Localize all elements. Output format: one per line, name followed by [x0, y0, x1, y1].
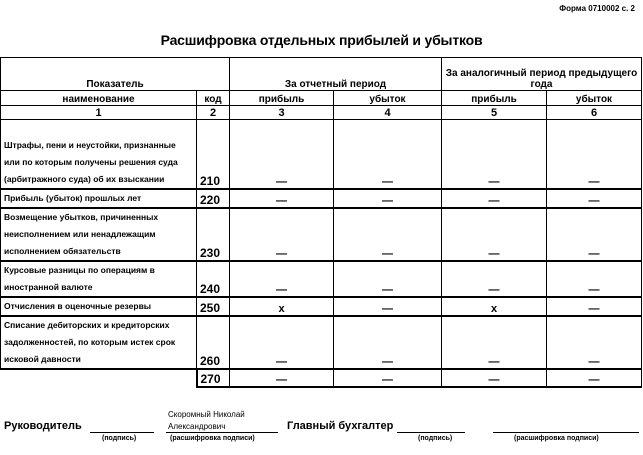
row-code: 220: [197, 189, 230, 208]
table-row: [1, 208, 642, 261]
row-value: —: [230, 208, 334, 261]
prior-period-header: За аналогичный период предыдущего года: [442, 58, 642, 91]
name-header: наименование: [1, 91, 197, 106]
head-decode-caption: (расшифровка подписи): [170, 435, 255, 442]
row-value: —: [547, 120, 642, 189]
row-value: —: [334, 261, 442, 297]
table-row: [1, 297, 642, 316]
row-value: —: [442, 261, 547, 297]
col-number: 2: [197, 106, 230, 120]
row-name: Штрафы, пени и неустойки, признанные или по которым получены решения суда (арбитражного суда) об их взыскании: [1, 120, 197, 189]
row-code: 260: [197, 316, 230, 369]
col-number: 5: [442, 106, 547, 120]
col-number: 3: [230, 106, 334, 120]
row-value: —: [334, 316, 442, 369]
current-period-header: За отчетный период: [230, 58, 442, 91]
row-name: Отчисления в оценочные резервы: [1, 297, 197, 316]
row-value: —: [547, 189, 642, 208]
report-table: [0, 57, 642, 388]
row-value: —: [547, 297, 642, 316]
row-value: —: [442, 189, 547, 208]
row-value: —: [442, 120, 547, 189]
row-value: —: [547, 208, 642, 261]
code-header: код: [197, 91, 230, 106]
table-row: [1, 316, 642, 369]
head-sign-caption: (подпись): [102, 435, 137, 442]
table-row: [1, 261, 642, 297]
row-code: 230: [197, 208, 230, 261]
row-value: х: [230, 297, 334, 316]
accountant-label: Главный бухгалтер: [287, 420, 394, 432]
row-value: х: [442, 297, 547, 316]
row-code: 240: [197, 261, 230, 297]
table-row: [1, 369, 642, 387]
table-row: [1, 120, 642, 189]
row-value: —: [230, 189, 334, 208]
accountant-sign-line: [397, 432, 465, 433]
row-value: —: [334, 208, 442, 261]
row-value: —: [442, 369, 547, 387]
accountant-decode-caption: (расшифровка подписи): [514, 435, 599, 442]
page-title: Расшифровка отдельных прибылей и убытков: [160, 32, 483, 48]
row-code: 270: [197, 369, 230, 387]
row-name: Списание дебиторских и кредиторских задолженностей, по которым истек срок исковой давности: [1, 316, 197, 369]
form-id: Форма 0710002 с. 2: [559, 4, 635, 13]
row-value: —: [230, 120, 334, 189]
head-name: Скоромный Николай Александрович: [168, 410, 245, 431]
row-code: 210: [197, 120, 230, 189]
row-value: —: [547, 261, 642, 297]
head-decode-line: [166, 432, 278, 433]
row-value: —: [334, 369, 442, 387]
row-value: —: [230, 316, 334, 369]
head-label: Руководитель: [4, 420, 82, 432]
accountant-decode-line: [493, 432, 639, 433]
profit-header-prior: прибыль: [442, 91, 547, 106]
row-value: —: [334, 120, 442, 189]
head-sign-line: [90, 432, 154, 433]
col-number: 1: [1, 106, 197, 120]
row-value: —: [334, 189, 442, 208]
indicator-header: Показатель: [1, 58, 230, 91]
row-name: Возмещение убытков, причиненных неисполнением или ненадлежащим исполнением обязательств: [1, 208, 197, 261]
row-value: —: [547, 369, 642, 387]
row-name: Прибыль (убыток) прошлых лет: [1, 189, 197, 208]
row-value: —: [442, 208, 547, 261]
row-name: [1, 369, 197, 387]
row-value: —: [547, 316, 642, 369]
row-value: —: [334, 297, 442, 316]
row-value: —: [230, 261, 334, 297]
col-number: 4: [334, 106, 442, 120]
table-row: [1, 189, 642, 208]
profit-header-current: прибыль: [230, 91, 334, 106]
row-value: —: [230, 369, 334, 387]
row-name: Курсовые разницы по операциям в иностранной валюте: [1, 261, 197, 297]
col-number: 6: [547, 106, 642, 120]
loss-header-current: убыток: [334, 91, 442, 106]
loss-header-prior: убыток: [547, 91, 642, 106]
row-value: —: [442, 316, 547, 369]
row-code: 250: [197, 297, 230, 316]
accountant-sign-caption: (подпись): [418, 435, 453, 442]
